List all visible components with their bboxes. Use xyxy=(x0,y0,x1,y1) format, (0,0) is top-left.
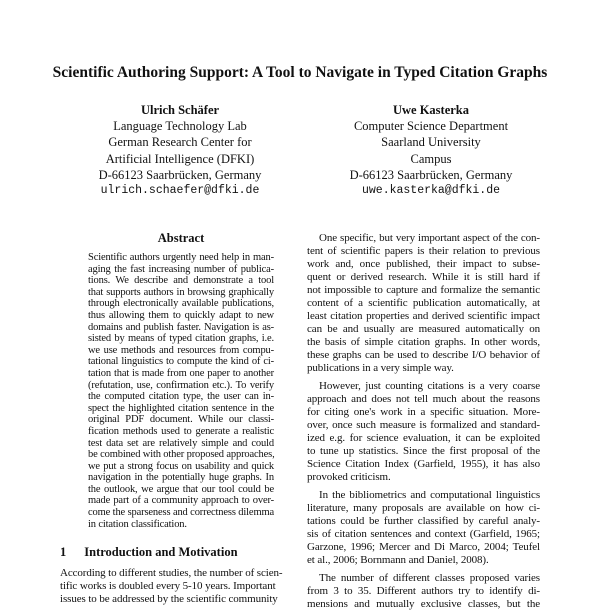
text-line: Science Citation Index (Garfield, 1955), it has also xyxy=(307,458,540,470)
section-title: Introduction and Motivation xyxy=(84,545,238,559)
text-line: tations could be further classified by careful analy- xyxy=(307,515,540,527)
author-email[interactable]: uwe.kasterka@dfki.de xyxy=(361,184,501,198)
affiliation-line: Computer Science Department xyxy=(353,119,509,134)
text-line: However, just counting citations is a very coarse xyxy=(319,380,540,392)
text-line: et al., 2006; Bornmann and Daniel, 2008). xyxy=(307,554,489,566)
text-line: for citing one's work in a specific situation. More- xyxy=(307,406,540,418)
text-line: provoked criticism. xyxy=(307,471,391,483)
text-line: be combined with other proposed approaches, xyxy=(88,449,275,461)
text-line: the computed citation type, the user can in- xyxy=(88,391,274,403)
right-column xyxy=(307,232,540,611)
text-line: sis of citation sentences and context (Garfield, 1965; xyxy=(307,528,540,540)
text-line: tational linguistics to compute the kind of ci- xyxy=(88,356,274,368)
affiliation-line: D-66123 Saarbrücken, Germany xyxy=(349,167,513,182)
section-introduction xyxy=(60,545,283,606)
text-line: spect the highlighted citation sentence in the xyxy=(88,402,274,414)
author-name: Ulrich Schäfer xyxy=(140,103,220,117)
text-line: One specific, but very important aspect of the con- xyxy=(319,232,540,244)
text-line: content of a scientific publication automatically, at xyxy=(307,297,540,309)
abstract-heading: Abstract xyxy=(157,231,205,245)
text-line: least citation properties and derived scientific impact xyxy=(307,310,540,322)
section-body xyxy=(60,567,283,606)
text-line: navigation in the potentially huge graphs. In xyxy=(88,472,274,484)
text-line: fication methods used to generate a realistic xyxy=(88,425,274,437)
text-line: through electronically available publications, xyxy=(88,298,274,310)
text-line: Garzone, 1996; Mercer and Di Marco, 2004; Teufel xyxy=(307,541,540,553)
paragraph xyxy=(307,489,540,567)
text-line: approach and does not tell much about the reasons xyxy=(307,393,540,405)
paragraph xyxy=(307,232,540,375)
text-line: mensions and mutually exclusive classes, but the xyxy=(307,598,540,610)
text-line: quent or derived research. While it is still hard if xyxy=(307,271,540,283)
text-line: from 3 to 35. Different authors try to identify di- xyxy=(307,585,540,597)
affiliation-line: Artificial Intelligence (DFKI) xyxy=(105,151,255,166)
text-line: publications in a very simple way. xyxy=(307,362,454,374)
text-line: we use methods and resources from compu- xyxy=(88,344,274,356)
text-line: test data set are relatively simple and could xyxy=(88,437,274,449)
author-block xyxy=(60,102,300,199)
text-line: we put a strong focus on usability and quick xyxy=(88,460,274,472)
affiliation-line: Campus xyxy=(410,151,452,166)
text-line: sisted by means of typed citation graphs, i.e. xyxy=(88,333,274,345)
text-line: the basis of simple citation graphs. In other words, xyxy=(307,336,540,348)
text-line: Scientific authors urgently need help in man- xyxy=(88,252,274,263)
affiliation-line: Language Technology Lab xyxy=(113,119,247,134)
abstract xyxy=(88,231,274,530)
author-name: Uwe Kasterka xyxy=(392,103,470,117)
paper-title: Scientific Authoring Support: A Tool to Navigate in Typed Citation Graphs xyxy=(52,64,548,81)
text-line: these graphs can be used to describe I/O behavior of xyxy=(307,349,540,361)
text-line: over, once such measure is formalized and standard- xyxy=(307,419,540,431)
text-line: issues to be addressed by the scientific community xyxy=(60,593,278,605)
author-block xyxy=(311,102,551,199)
text-line: aging the fast increasing number of publica- xyxy=(88,263,274,275)
text-line: (refutation, use, confirmation etc.). To verify xyxy=(88,379,274,391)
text-line: tions. We describe and demonstrate a tool xyxy=(88,275,274,287)
section-heading xyxy=(60,545,271,560)
section-number: 1 xyxy=(60,545,67,559)
text-line: original PDF document. While our classi- xyxy=(88,414,274,426)
paragraph xyxy=(307,380,540,484)
text-line: to tune up statistics. Since the first proposal of the xyxy=(307,445,540,457)
text-line: ized e.g. for science evaluation, it can be exploited xyxy=(307,432,540,444)
text-line: work and, once published, their impact to subse- xyxy=(307,258,540,270)
text-line: tation that is made from one paper to another xyxy=(88,367,274,379)
abstract-body xyxy=(88,252,274,530)
text-line: not impossible to capture and formalize the semantic xyxy=(307,284,540,296)
text-line: According to different studies, the number of scien- xyxy=(60,567,283,579)
text-line: in citation classification. xyxy=(88,518,187,530)
affiliation-line: German Research Center for xyxy=(108,135,252,150)
text-line: tific works is doubled every 5-10 years. Important xyxy=(60,580,276,592)
text-line: made part of a community approach to over- xyxy=(88,495,274,507)
text-line: thus allowing them to quickly adapt to new xyxy=(88,309,274,321)
text-line: tent of scientific papers is their relation to previous xyxy=(307,245,540,257)
text-line: In the bibliometrics and computational linguistics xyxy=(319,489,540,501)
affiliation-line: Saarland University xyxy=(381,135,481,150)
text-line: literature, many proposals are available on how ci- xyxy=(307,502,540,514)
text-line: the outlook, we argue that our tool could be xyxy=(88,483,274,495)
text-line: that supports authors in browsing graphically xyxy=(88,286,274,298)
text-line: The number of different classes proposed varies xyxy=(319,572,540,584)
text-line: can be and usually are measured automatically on xyxy=(307,323,540,335)
author-email[interactable]: ulrich.schaefer@dfki.de xyxy=(100,184,260,198)
text-line: come the sparseness and correctness dilemma xyxy=(88,507,274,519)
text-line: domains and publish faster. Navigation is as- xyxy=(88,321,274,333)
affiliation-line: D-66123 Saarbrücken, Germany xyxy=(98,167,262,182)
paragraph xyxy=(307,572,540,611)
